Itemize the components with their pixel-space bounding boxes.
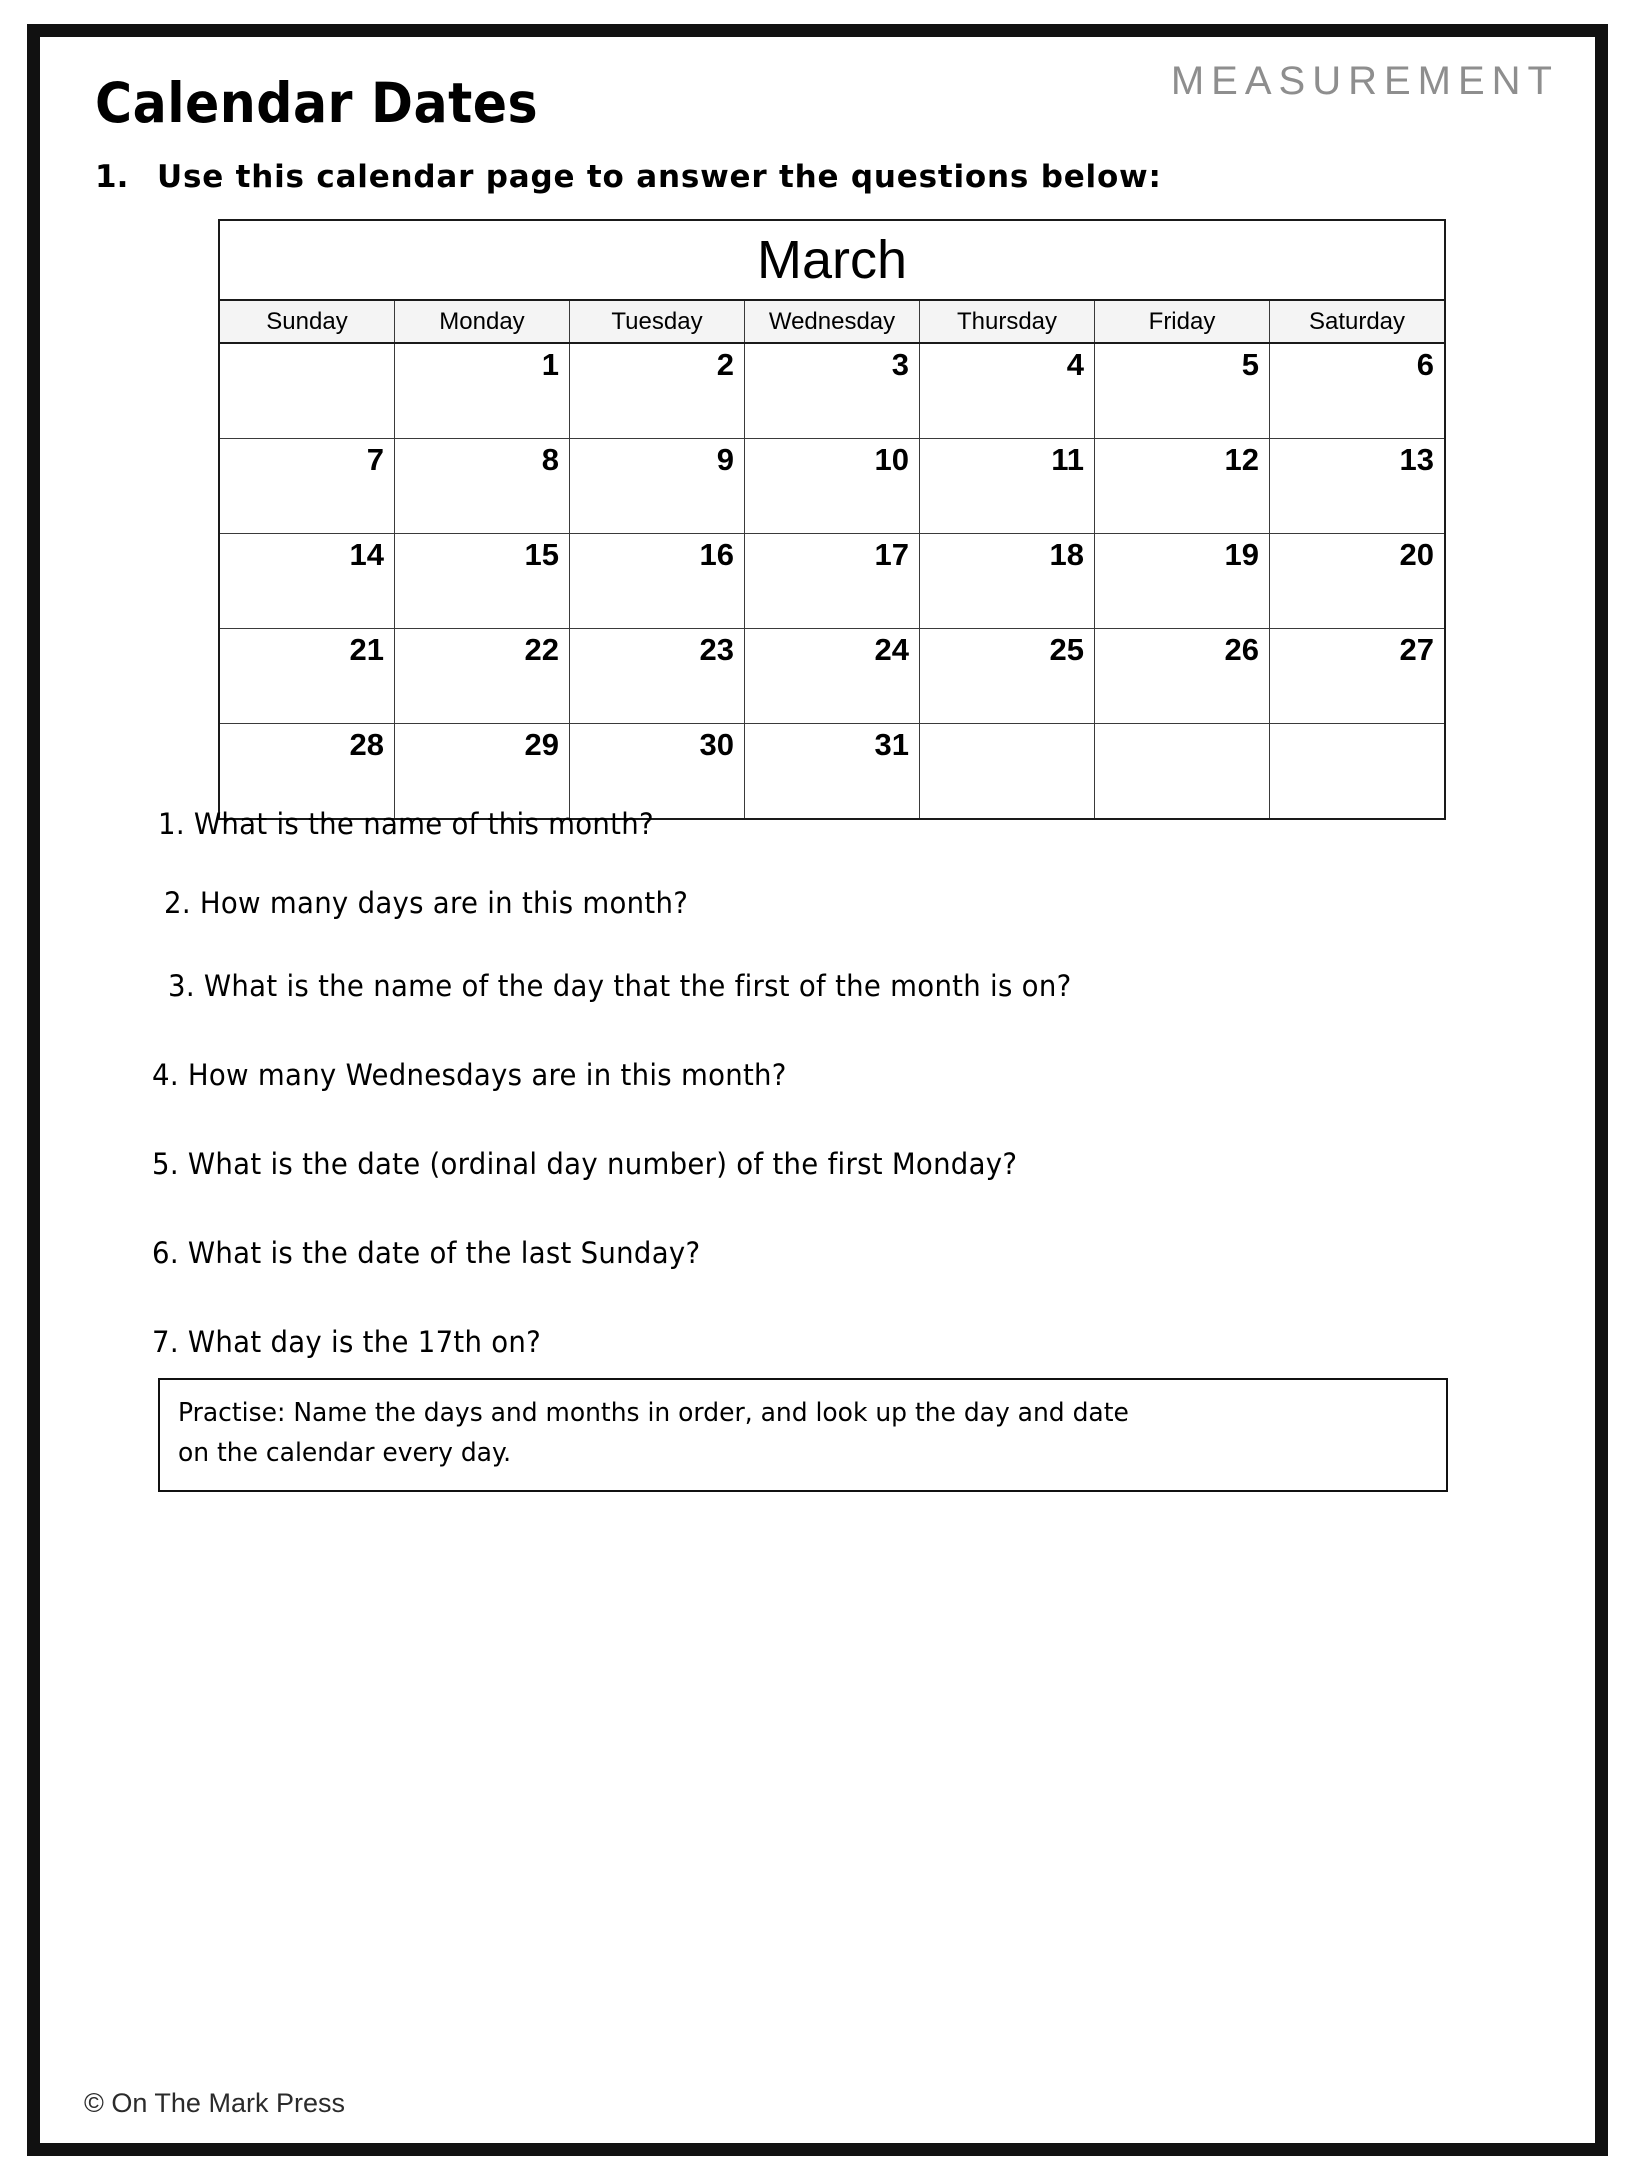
calendar-date-number: 23 [699,632,734,667]
calendar-date-number: 4 [1066,347,1084,382]
calendar-week-row [220,344,1444,439]
calendar-date-number: 11 [1051,442,1084,477]
calendar-day-cell [395,534,570,628]
calendar-date-number: 27 [1399,632,1434,667]
calendar-day-cell [570,629,745,723]
calendar-day-cell [395,724,570,818]
question-4: 4. How many Wednesdays are in this month? [152,1058,787,1092]
calendar-date-number: 17 [874,537,909,572]
calendar-day-cell [920,534,1095,628]
calendar-date-number: 19 [1224,537,1259,572]
calendar-day-cell [920,439,1095,533]
calendar-date-number: 1 [541,347,559,382]
calendar-date-number: 5 [1241,347,1259,382]
calendar-day-cell [395,344,570,438]
calendar-date-number: 28 [349,727,384,762]
calendar-date-number: 30 [699,727,734,762]
practise-box [158,1378,1448,1492]
calendar-day-cell [1095,344,1270,438]
calendar-date-number: 18 [1049,537,1084,572]
day-header-wednesday: Wednesday [745,301,920,342]
question-6: 6. What is the date of the last Sunday? [152,1236,701,1270]
calendar-date-number: 15 [524,537,559,572]
calendar-date-number: 3 [891,347,909,382]
calendar-date-number: 10 [874,442,909,477]
calendar-day-cell [570,439,745,533]
calendar-day-cell [1095,534,1270,628]
calendar-day-cell [395,439,570,533]
calendar-date-number: 29 [524,727,559,762]
calendar-week-row [220,534,1444,629]
calendar-date-number: 2 [716,347,734,382]
calendar-week-row [220,629,1444,724]
calendar-day-cell [570,534,745,628]
calendar-day-cell [745,629,920,723]
calendar-date-number: 13 [1399,442,1434,477]
calendar-day-cell [745,724,920,818]
calendar-date-number: 16 [699,537,734,572]
calendar-date-number: 12 [1224,442,1259,477]
calendar-day-cell [220,344,395,438]
calendar-day-cell [220,534,395,628]
calendar-day-cell [570,724,745,818]
question-7: 7. What day is the 17th on? [152,1325,542,1359]
day-header-friday: Friday [1095,301,1270,342]
practise-line-2: on the calendar every day. [178,1438,512,1469]
calendar-day-cell [745,534,920,628]
calendar-day-cell [1270,724,1444,818]
day-header-saturday: Saturday [1270,301,1444,342]
instruction-number: 1. [95,159,129,195]
calendar-date-number: 9 [716,442,734,477]
practise-line-1: Practise: Name the days and months in order, and look up the day and date [178,1398,1129,1428]
calendar-day-cell [570,344,745,438]
calendar-day-cell [395,629,570,723]
calendar-day-cell [1270,439,1444,533]
calendar-day-cell [920,724,1095,818]
calendar-date-number: 6 [1416,347,1434,382]
page-border-frame [27,24,1608,2156]
calendar-date-number: 14 [349,537,384,572]
day-header-thursday: Thursday [920,301,1095,342]
calendar-day-cell [745,439,920,533]
question-5: 5. What is the date (ordinal day number) of the first Monday? [152,1147,1018,1181]
calendar-day-cell [1270,629,1444,723]
calendar-date-number: 7 [366,442,384,477]
calendar-month-title: March [756,230,908,290]
calendar-date-number: 8 [541,442,559,477]
calendar-week-row [220,439,1444,534]
calendar-day-cell [1095,629,1270,723]
page-header [40,37,1595,157]
calendar-table [218,219,1446,820]
calendar-date-number: 25 [1049,632,1084,667]
page-content-area [40,37,1595,2143]
question-3: 3. What is the name of the day that the first of the month is on? [168,969,1072,1003]
calendar-date-number: 22 [524,632,559,667]
calendar-day-cell [745,344,920,438]
instruction-line [95,159,1525,195]
day-header-monday: Monday [395,301,570,342]
calendar-date-number: 24 [874,632,909,667]
instruction-text: Use this calendar page to answer the questions below: [157,159,1162,195]
calendar-date-number: 21 [349,632,384,667]
calendar-day-cell [220,629,395,723]
calendar-day-cell [1270,344,1444,438]
calendar-date-number: 26 [1224,632,1259,667]
calendar-day-cell [1095,724,1270,818]
copyright-footer: © On The Mark Press [84,2088,345,2118]
calendar-day-cell [920,629,1095,723]
page-title: Calendar Dates [95,71,539,135]
calendar-day-cell [920,344,1095,438]
calendar-day-cell [220,724,395,818]
calendar-week-row [220,724,1444,818]
day-header-tuesday: Tuesday [570,301,745,342]
strand-label: MEASUREMENT [1170,59,1559,103]
calendar-day-header-row [220,301,1444,344]
calendar-title-row [220,221,1444,301]
calendar-day-cell [1095,439,1270,533]
calendar-day-cell [1270,534,1444,628]
question-2: 2. How many days are in this month? [164,886,689,920]
day-header-sunday: Sunday [220,301,395,342]
calendar-date-number: 20 [1399,537,1434,572]
question-1: 1. What is the name of this month? [158,807,654,841]
calendar-day-cell [220,439,395,533]
calendar-date-number: 31 [874,727,909,762]
